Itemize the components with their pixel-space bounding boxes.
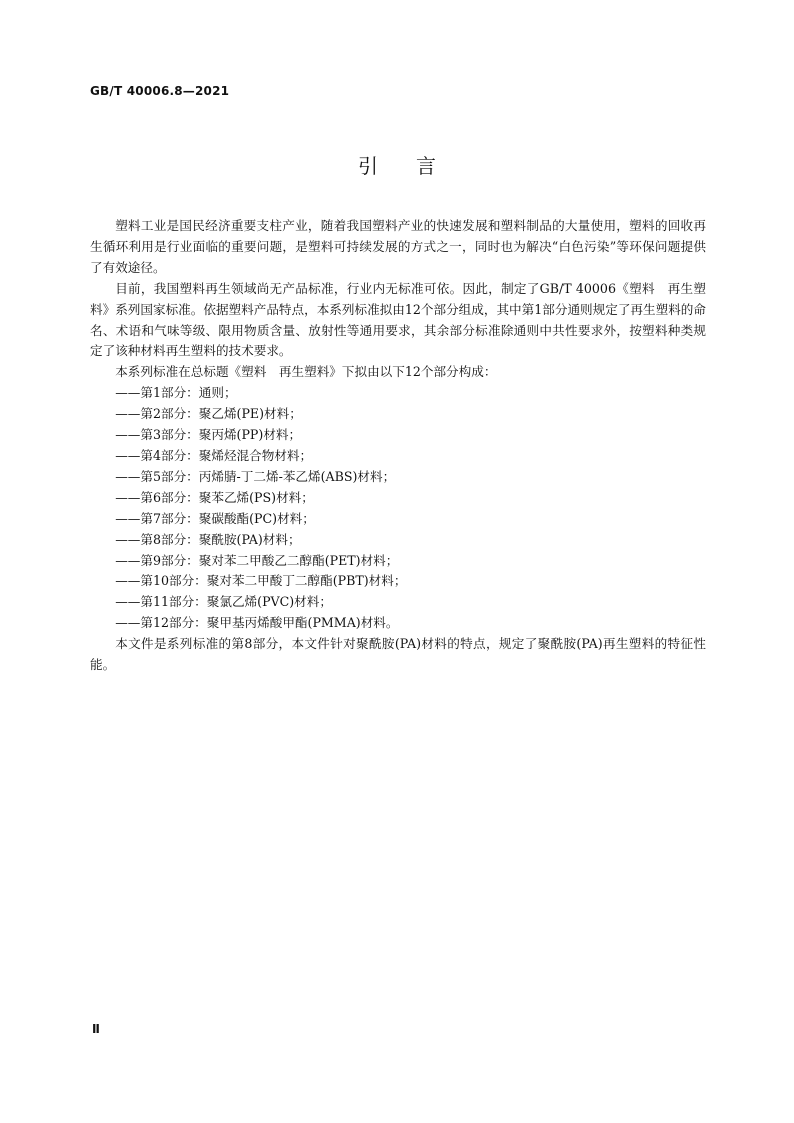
list-item: ——第2部分：聚乙烯(PE)材料；: [115, 406, 302, 422]
list-item: ——第12部分：聚甲基丙烯酸甲酯(PMMA)材料。: [115, 615, 399, 631]
list-item: ——第6部分：聚苯乙烯(PS)材料；: [115, 489, 314, 505]
paragraph-series-lead: 本系列标准在总标题《塑料 再生塑料》下拟由以下12个部分构成：: [115, 364, 497, 380]
list-item: ——第9部分：聚对苯二甲酸乙二醇酯(PET)材料；: [115, 552, 399, 568]
document-body: [90, 216, 706, 676]
list-item: ——第5部分：丙烯腈-丁二烯-苯乙烯(ABS)材料；: [115, 468, 396, 484]
list-item: ——第10部分：聚对苯二甲酸丁二醇酯(PBT)材料；: [115, 573, 407, 589]
list-item: ——第11部分：聚氯乙烯(PVC)材料；: [115, 594, 332, 610]
page-number: Ⅱ: [92, 1022, 100, 1036]
list-item: ——第4部分：聚烯烃混合物材料；: [115, 447, 313, 463]
paragraph-intro: 塑料工业是国民经济重要支柱产业，随着我国塑料产业的快速发展和塑料制品的大量使用，塑料的回收再生循环利用是行业面临的重要问题，是塑料可持续发展的方式之一，同时也为解决“白色污染”等环保问题提供了有效途径。: [90, 218, 706, 275]
page-title: 引言: [358, 154, 474, 178]
parts-list: [90, 383, 706, 634]
list-item: ——第3部分：聚丙烯(PP)材料；: [115, 427, 302, 443]
paragraph-background: 目前，我国塑料再生领域尚无产品标准，行业内无标准可依。因此，制定了GB/T 40006《塑料 再生塑料》系列国家标准。依据塑料产品特点，本系列标准拟由12个部分组成，其中第1部分通则规定了再生塑料的命名、术语和气味等级、限用物质含量、放射性等通用要求，其余部分标准除通则中共性要求外，按塑料种类规定了该种材料再生塑料的技术要求。: [90, 280, 706, 359]
list-item: ——第7部分：聚碳酸酯(PC)材料；: [115, 510, 315, 526]
list-item: ——第8部分：聚酰胺(PA)材料；: [115, 531, 301, 547]
standard-code: GB/T 40006.8—2021: [90, 84, 230, 98]
list-item: ——第1部分：通则；: [115, 385, 237, 401]
paragraph-scope: 本文件是系列标准的第8部分，本文件针对聚酰胺(PA)材料的特点，规定了聚酰胺(PA)再生塑料的特征性能。: [90, 636, 706, 673]
